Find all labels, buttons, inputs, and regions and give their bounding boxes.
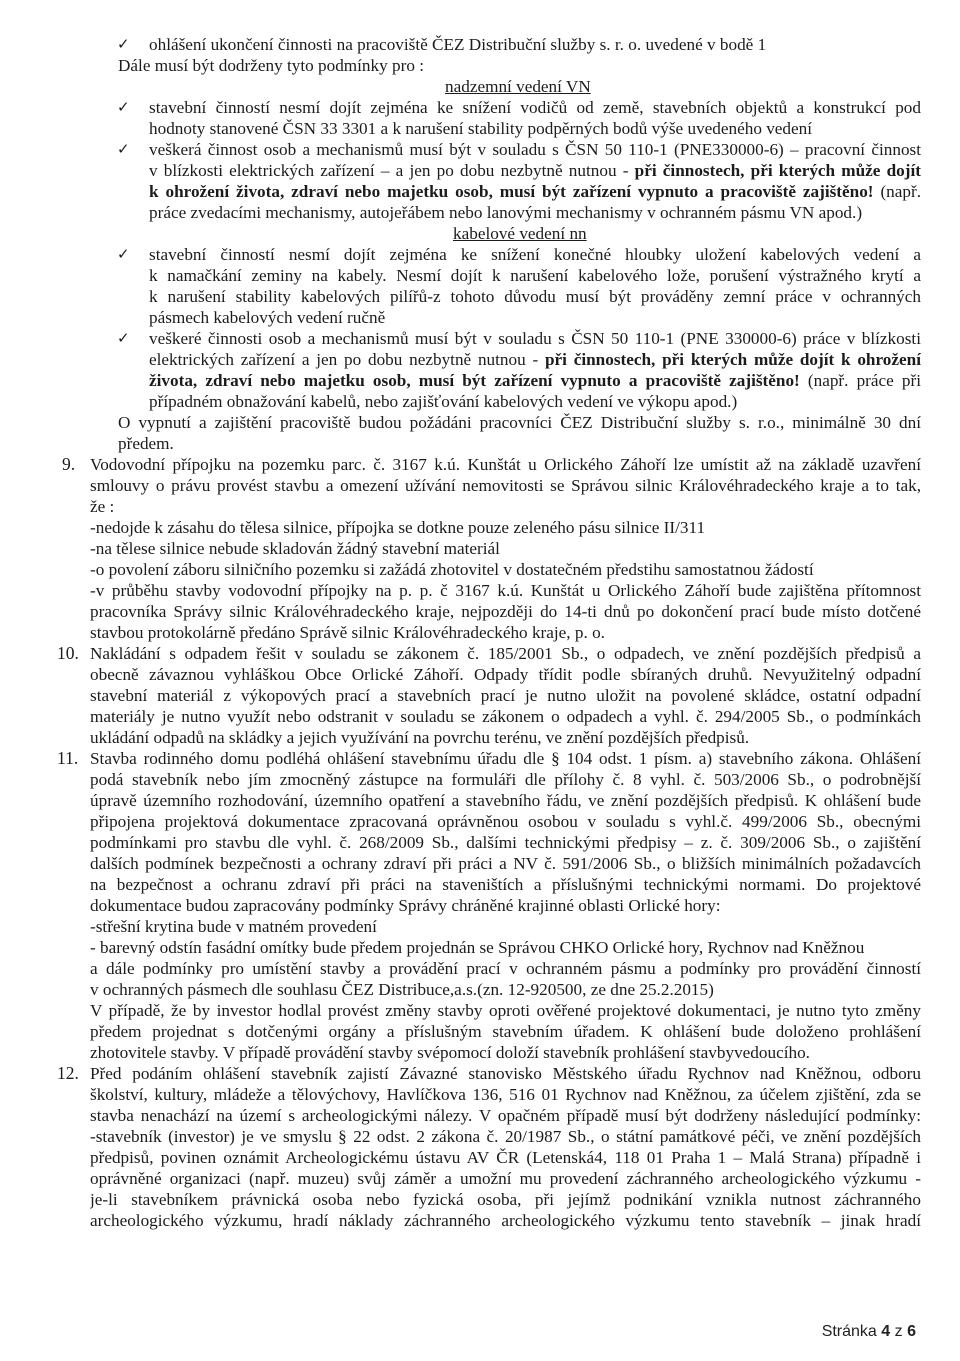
- text-line: práce zvedacími mechanismy, autojeřábem nebo lanovými mechanismy v ochranném pásmu VN apod.): [149, 203, 863, 222]
- text-line: že :: [90, 497, 115, 516]
- text-line: oprávněné organizaci (např. muzeu) svůj záměr a umožní mu provedení záchranného archeologického výzkumu -: [90, 1169, 921, 1188]
- text-line: hodnoty stanovené ČSN 33 3301 a k narušení stability podpěrných bodů výše uvedeného vedení: [149, 119, 813, 138]
- text-line: O vypnutí a zajištění pracoviště budou požádáni pracovníci ČEZ Distribuční služby s. r.o., minimálně 30 dní: [118, 413, 921, 432]
- footer-separator: z: [894, 1323, 903, 1340]
- text-line: případném obnažování kabelů, nebo zajišťování kabelových vedení ve výkopu apod.): [149, 392, 738, 411]
- text-line: ukládání odpadů na skládky a jejich využívání na povrchu terénu, ve znění pozdějších předpisů.: [90, 728, 750, 747]
- text-line: stavební činností nesmí dojít zejména ke snížení vodičů od země, stavebních objektů a konstrukcí pod: [149, 98, 921, 117]
- text-line: dalších podmínek bezpečnosti a ochrany zdraví při práci a NV č. 591/2006 Sb., o bližších minimálních požadavcích: [90, 854, 921, 873]
- bold-warning-text: při činnostech, při kterých může dojít k ohrožení: [544, 350, 921, 369]
- footer-label: Stránka: [821, 1323, 877, 1340]
- text-line: ohlášení ukončení činnosti na pracoviště ČEZ Distribuční služby s. r. o. uvedené v bodě 1: [149, 35, 767, 54]
- text-line: -střešní krytina bude v matném provedení: [90, 917, 377, 936]
- text-span: elektrických zařízení a jen po dobu nezbytně nutnou -: [149, 350, 545, 369]
- text-line: [149, 181, 921, 202]
- bold-warning-text: života, zdraví nebo majetku osob, musí být zařízení vypnuto a pracoviště zajištěno!: [149, 371, 800, 390]
- section-number: 12.: [57, 1063, 79, 1083]
- text-line: na bezpečnost a ochranu zdraví při práci na staveništích a příslušnými technickými normami. Do projektové: [90, 875, 921, 894]
- text-line: archeologického výzkumu, hradí náklady záchranného archeologického výzkumu tento stavebník – jinak hradí: [90, 1211, 921, 1230]
- text-line: a dále podmínky pro umístění stavby a provádění prací v ochranném pásmu a podmínky pro provádění činností: [90, 959, 921, 978]
- text-line: veškerá činnost osob a mechanismů musí být v souladu s ČSN 50 110-1 (PNE330000-6) – pracovní činnost: [149, 140, 921, 159]
- text-line: obecně závaznou vyhláškou Obce Orlické Záhoří. Odpady třídit podle sbíraných druhů. Nevyužitelný odpadní: [90, 665, 921, 684]
- text-line: předem projednat s dotčenými orgány a příslušným stavebním úřadem. K ohlášení bude doloženo prohlášení: [90, 1022, 921, 1041]
- text-line: je-li stavebníkem právnická osoba nebo fyzická osoba, při jejímž podnikání vznikla nutnost záchranného: [90, 1190, 921, 1209]
- section-number: 11.: [57, 748, 79, 768]
- text-line: -o povolení záboru silničního pozemku si zažádá zhotovitel v dostatečném předstihu samostatnou žádostí: [90, 560, 814, 579]
- text-line: úpravě územního rozhodování, územního opatření a stavebního řádu, ve znění pozdějších předpisů. K ohlášení bude: [90, 791, 921, 810]
- text-line: Stavba rodinného domu podléhá ohlášení stavebnímu úřadu dle § 104 odst. 1 písm. a) stavebního zákona. Ohlášení: [90, 749, 921, 768]
- checkmark-icon: ✓: [117, 98, 130, 116]
- text-line: školství, kultury, mládeže a tělovýchovy, Havlíčkova 136, 516 01 Rychnov nad Kněžnou, za účelem zjištění, zda se: [90, 1085, 921, 1104]
- text-line: [149, 370, 921, 391]
- section-number: 10.: [57, 643, 79, 663]
- text-line: - barevný odstín fasádní omítky bude předem projednán se Správou CHKO Orlické hory, Rychnov nad Kněžnou: [90, 938, 865, 957]
- text-line: zhotovitele stavby. V případě provádění stavby svépomocí doloží stavebník prohlášení stavbyvedoucího.: [90, 1043, 810, 1062]
- text-span: (např. práce při: [799, 371, 921, 390]
- section-number: 9.: [62, 454, 76, 474]
- text-line: Před podáním ohlášení stavebník zajistí Závazné stanovisko Městského úřadu Rychnov nad Kněžnou, odboru: [90, 1064, 921, 1083]
- text-line: dokumentace budou zapracovány podmínky Správy chráněné krajinné oblasti Orlické hory:: [90, 896, 721, 915]
- bold-warning-text: při činnostech, při kterých může dojít: [634, 161, 921, 180]
- text-line: pásmech kabelových vedení ručně: [149, 308, 386, 327]
- checkmark-icon: ✓: [117, 329, 130, 347]
- text-line: stavbou protokolárně předáno Správě silnic Královéhradeckého kraje, p. o.: [90, 623, 605, 642]
- checkmark-icon: ✓: [117, 35, 130, 53]
- text-line: stavební materiál z výkopových prací a stavebních prací je nutno uložit na povolené skládce, ostatní odpadní: [90, 686, 921, 705]
- text-line: materiály je nutno využít nebo odstranit v souladu se zákonem o odpadech a vyhl. č. 294/2005 Sb., o podmínkách: [90, 707, 921, 726]
- text-line: -nedojde k zásahu do tělesa silnice, přípojka se dotkne pouze zeleného pásu silnice II/311: [90, 518, 706, 537]
- text-line: předpisů, povinen oznámit Archeologickému ústavu AV ČR (Letenská4, 118 01 Praha 1 – Malá Strana) případně i: [90, 1148, 921, 1167]
- text-line: Nakládání s odpadem řešit v souladu se zákonem č. 185/2001 Sb., o odpadech, ve znění pozdějších předpisů a: [90, 644, 921, 663]
- footer-page-number: 4: [881, 1323, 891, 1340]
- text-line: -stavebník (investor) je ve smyslu § 22 odst. 2 zákona č. 20/1987 Sb., o státní památkové péči, ve znění pozdějších: [90, 1127, 921, 1146]
- text-line: [149, 349, 921, 370]
- text-line: [149, 160, 921, 181]
- text-span: (např.: [873, 182, 921, 201]
- text-span: v blízkosti elektrických zařízení – a jen po dobu nezbytně nutnou -: [149, 161, 635, 180]
- text-line: V případě, že by investor hodlal provést změny stavby oproti ověřené projektové dokumentaci, je nutno tyto změny: [90, 1001, 921, 1020]
- text-line: připojena projektová dokumentace zpracovaná oprávněnou osobou v souladu s vyhl.č. 499/2006 Sb., obecnými: [90, 812, 921, 831]
- text-line: předem.: [118, 434, 174, 453]
- footer-page-total: 6: [907, 1323, 916, 1340]
- text-line: stavební činností nesmí dojít zejména ke snížení konečné hloubky uložení kabelových vedení a: [149, 245, 921, 264]
- text-line: -na tělese silnice nebude skladován žádný stavební materiál: [90, 539, 500, 558]
- text-line: podmínkami pro stavbu dle vyhl. č. 268/2009 Sb., dalšími technickými předpisy – z. č. 309/2006 Sb., o zajištění: [90, 833, 921, 852]
- text-line: k narušení stability kabelových pilířů-z tohoto důvodu musí být prováděny zemní práce v ochranných: [149, 287, 921, 306]
- checkmark-icon: ✓: [117, 140, 130, 158]
- text-line: Vodovodní přípojku na pozemku parc. č. 3167 k.ú. Kunštát u Orlického Záhoří lze umístit až na základě uzavření: [90, 455, 921, 474]
- text-line: -v průběhu stavby vodovodní přípojky na p. p. č 3167 k.ú. Kunštát u Orlického Záhoří bude zajištěna přítomnost: [90, 581, 921, 600]
- text-line: v ochranných pásmech dle souhlasu ČEZ Distribuce,a.s.(zn. 12-920500, ze dne 25.2.2015): [90, 980, 714, 999]
- text-line: podá stavebník nebo jím zmocněný zástupce na formuláři dle přílohy č. 8 vyhl. č. 503/2006 Sb., o podrobnější: [90, 770, 921, 789]
- text-line: veškeré činnosti osob a mechanismů musí být v souladu s ČSN 50 110-1 (PNE 330000-6) práce v blízkosti: [149, 329, 921, 348]
- text-line: stavba nenachází na území s archeologickými nálezy. V opačném případě musí být dodrženy následující podmínky:: [90, 1106, 921, 1125]
- page-footer: [822, 1321, 916, 1343]
- text-line: pracovníka Správy silnic Královéhradeckého kraje, nejpozději do 14-ti dnů po dokončení prací bude místo dotčené: [90, 602, 921, 621]
- bold-warning-text: k ohrožení života, zdraví nebo majetku osob, musí být zařízení vypnuto a pracoviště zajištěno!: [149, 182, 874, 201]
- text-line: smlouvy o právu provést stavbu a omezení užívání nemovitosti se Správou silnic Královéhradeckého kraje a to tak,: [90, 476, 921, 495]
- text-line: k namačkání zeminy na kabely. Nesmí dojít k narušení kabelového lože, porušení výstražného krytí a: [149, 266, 921, 285]
- text-line: Dále musí být dodrženy tyto podmínky pro :: [118, 56, 424, 75]
- heading-cable-line-nn: kabelové vedení nn: [453, 224, 587, 243]
- heading-overhead-line-vn: nadzemní vedení VN: [445, 77, 591, 96]
- checkmark-icon: ✓: [117, 245, 130, 263]
